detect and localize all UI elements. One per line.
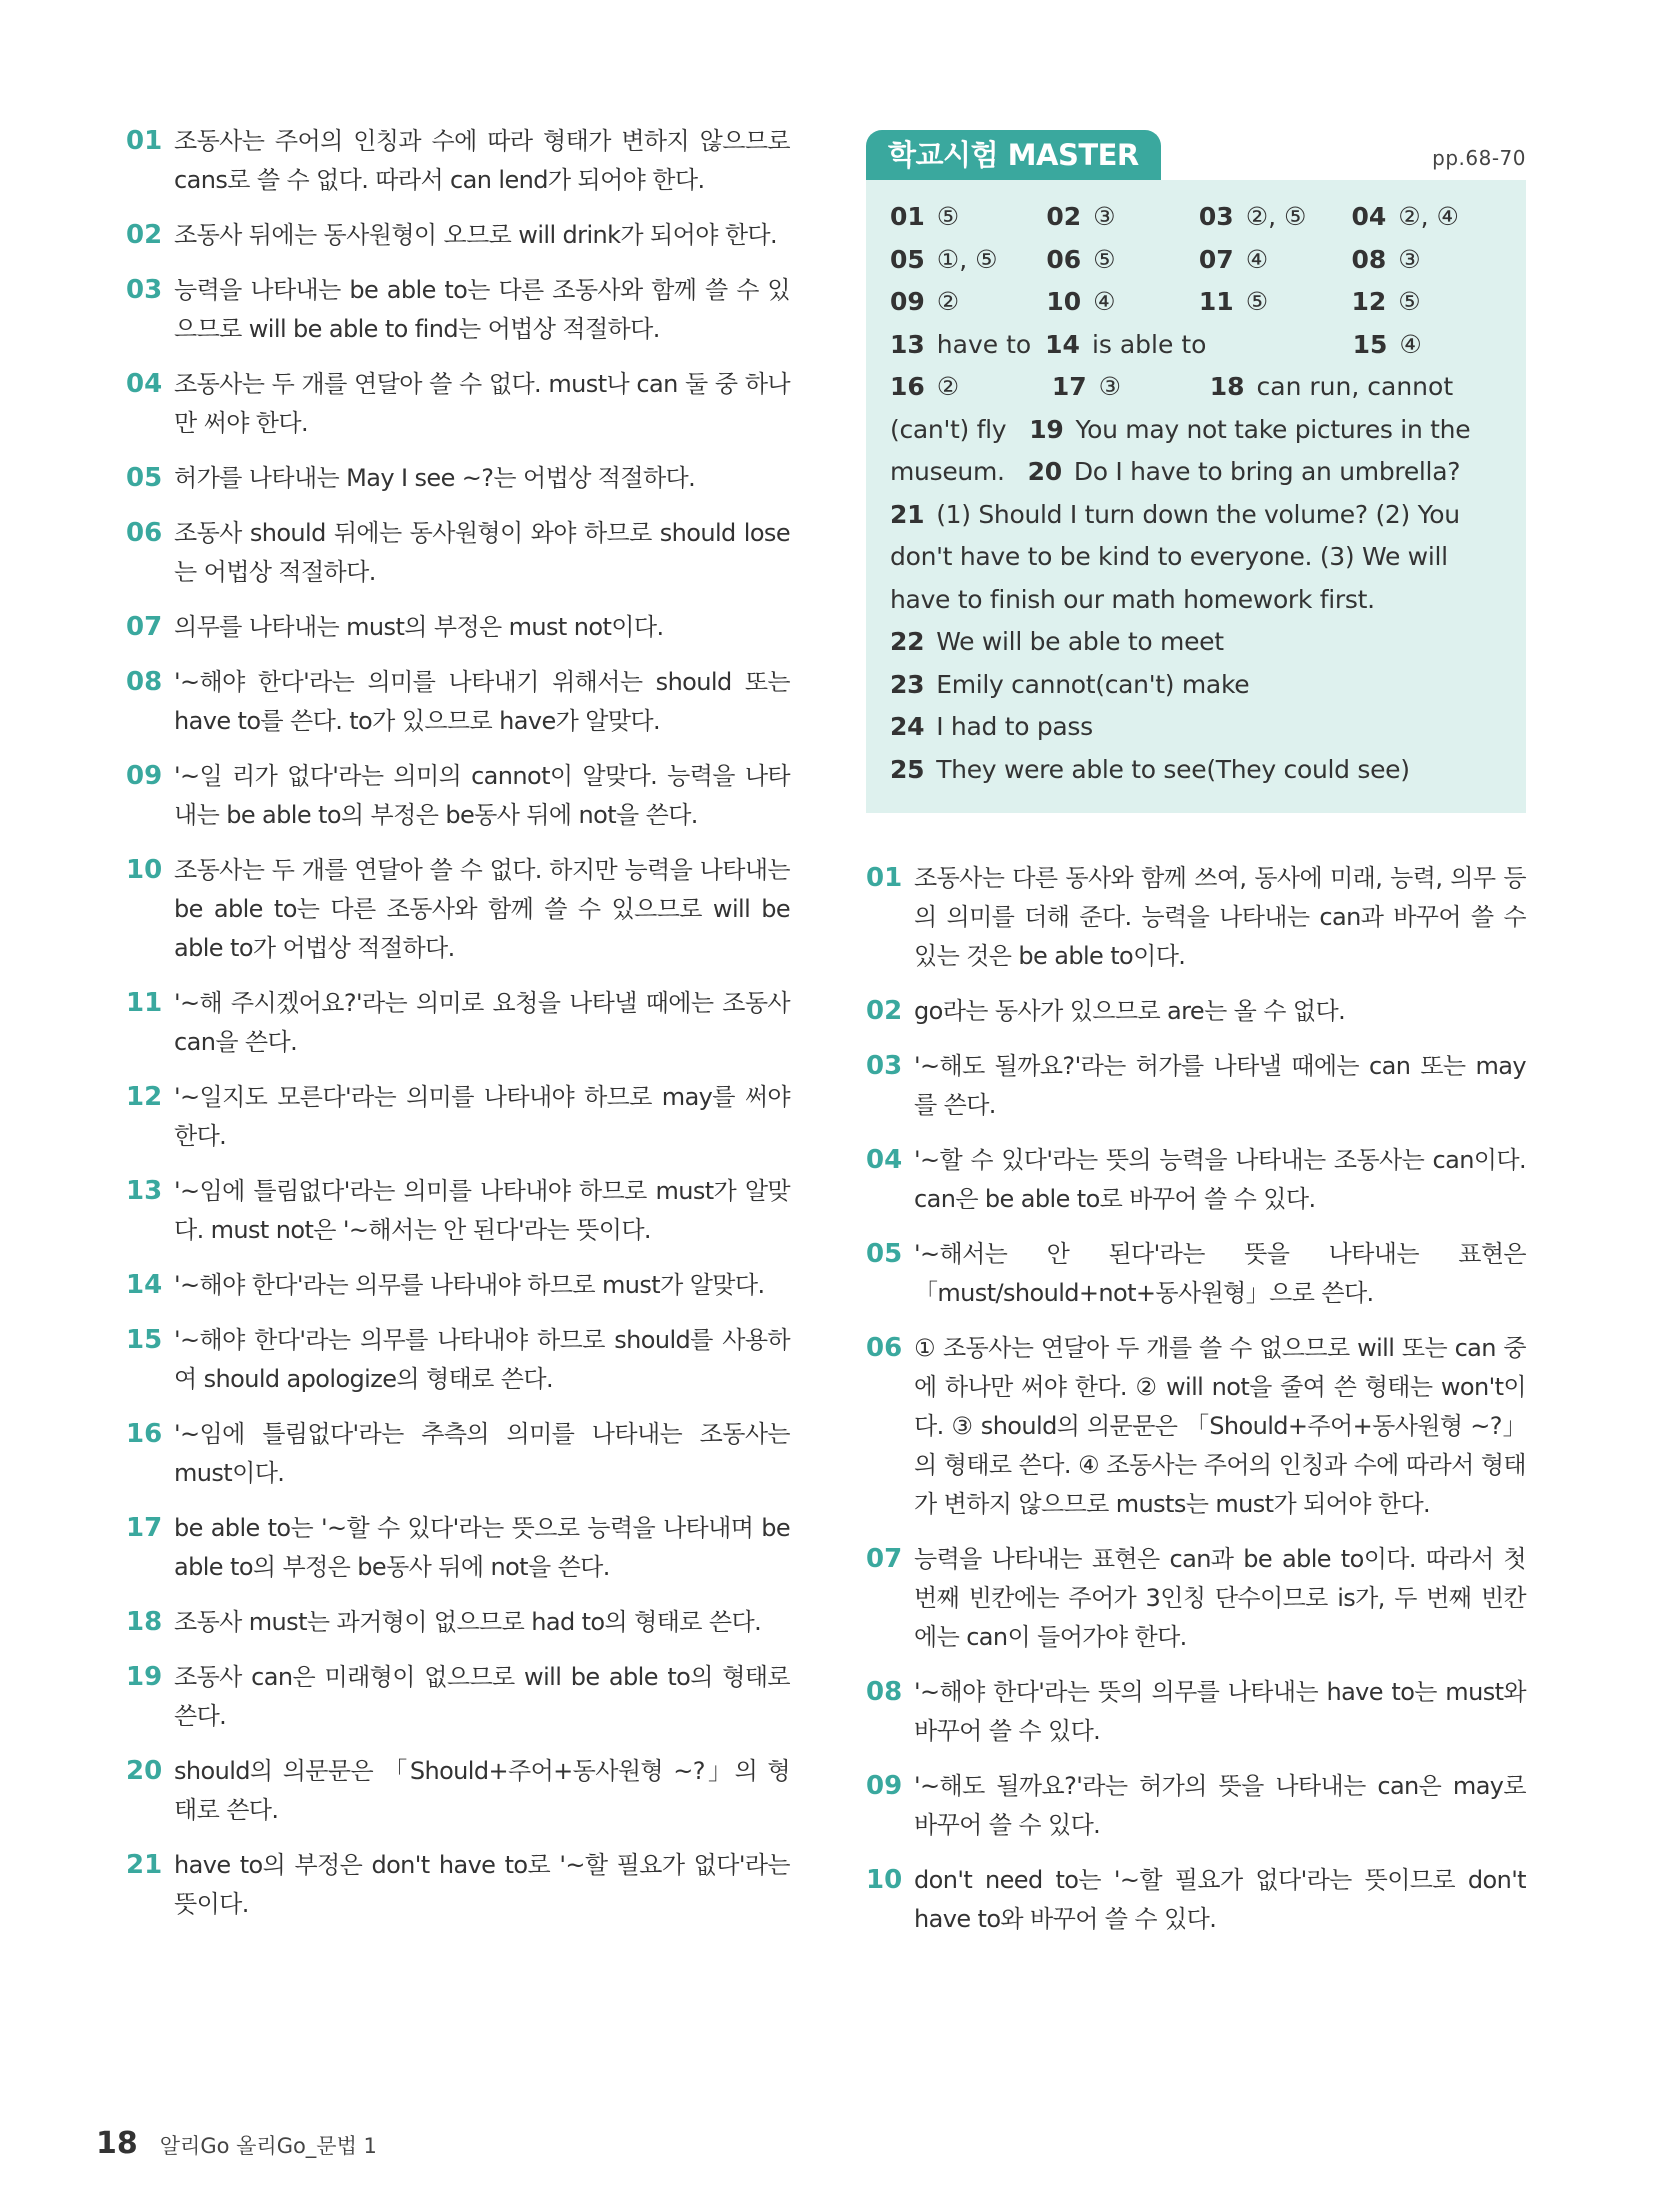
answer-cell <box>890 281 1046 324</box>
answer-number: 19 <box>1029 414 1064 444</box>
answer-cell <box>1199 281 1352 324</box>
answer-row <box>890 366 1504 409</box>
explanation-item <box>126 1509 790 1587</box>
explanation-item <box>126 122 790 200</box>
explanation-item <box>126 984 790 1062</box>
item-number: 10 <box>126 855 163 885</box>
item-text: '~해야 한다'라는 의미를 나타내기 위해서는 should 또는 have to를 쓴다. to가 있으므로 have가 알맞다. <box>174 668 790 735</box>
book-title: 알리Go 올리Go_문법 1 <box>159 2134 377 2158</box>
explanation-item <box>126 1752 790 1830</box>
item-number: 03 <box>866 1051 903 1081</box>
answer-value: ② <box>936 372 960 401</box>
answer-number: 09 <box>890 287 925 316</box>
item-text: '~해야 한다'라는 의무를 나타내야 하므로 should를 사용하여 should apologize의 형태로 쓴다. <box>174 1326 790 1393</box>
answer-number: 16 <box>890 372 925 401</box>
item-text: 조동사는 두 개를 연달아 쓸 수 없다. must나 can 둘 중 하나만 써야 한다. <box>174 370 790 437</box>
item-text: '~해야 한다'라는 의무를 나타내야 하므로 must가 알맞다. <box>174 1271 765 1299</box>
item-text: should의 의문문은 「Should+주어+동사원형 ~?」의 형태로 쓴다. <box>174 1757 790 1824</box>
item-text: 조동사 should 뒤에는 동사원형이 와야 하므로 should lose는 어법상 적절하다. <box>174 519 790 586</box>
answer-line <box>890 536 1504 579</box>
answer-line <box>890 749 1504 792</box>
answer-value: ③ <box>1098 372 1122 401</box>
item-text: have to의 부정은 don't have to로 '~할 필요가 없다'라는 뜻이다. <box>174 1851 790 1918</box>
answer-value: They were able to see(They could see) <box>936 754 1410 784</box>
answer-number: 11 <box>1198 287 1234 316</box>
explanation-item <box>126 851 790 968</box>
item-number: 19 <box>126 1662 163 1692</box>
item-text: 능력을 나타내는 표현은 can과 be able to이다. 따라서 첫 번째 빈칸에는 주어가 3인칭 단수이므로 is가, 두 번째 빈칸에는 can이 들어가야 한다. <box>914 1545 1526 1651</box>
answer-cell <box>890 324 1045 367</box>
answer-cell <box>890 239 1046 282</box>
explanation-item <box>126 1321 790 1399</box>
explanation-item <box>126 1078 790 1156</box>
answer-value: You may not take pictures in the <box>1075 414 1471 444</box>
answer-value: ④ <box>1093 287 1116 316</box>
explanation-item <box>126 459 790 498</box>
item-number: 02 <box>126 220 163 250</box>
item-number: 11 <box>126 988 163 1018</box>
answer-line <box>890 664 1504 707</box>
answer-value: can run, cannot <box>1256 372 1454 401</box>
answer-number: 08 <box>1351 244 1387 274</box>
item-text: 허가를 나타내는 May I see ~?는 어법상 적절하다. <box>174 464 696 492</box>
answer-row <box>890 239 1504 282</box>
item-text: 조동사 must는 과거형이 없으므로 had to의 형태로 쓴다. <box>174 1608 762 1636</box>
answer-value: have to finish our math homework first. <box>890 584 1375 614</box>
item-text: ① 조동사는 연달아 두 개를 쓸 수 없으므로 will 또는 can 중에 하나만 써야 한다. ② will not을 줄여 쓴 형태는 won't이다. ③ should의 의문문은 「Should+주어+동사원형 ~?」의 형태로 쓴다. ④ 조동사는 주어의 인칭과 수에 따라서 형태가 변하지 않으므로 musts는 must가 되어야 한다. <box>914 1334 1526 1518</box>
answer-value: ④ <box>1245 244 1269 274</box>
answer-cell <box>1210 366 1504 409</box>
answer-number: 04 <box>1351 202 1387 231</box>
answer-cell <box>890 366 1052 409</box>
answer-cell <box>1199 239 1352 282</box>
answer-line <box>890 579 1504 622</box>
item-number: 12 <box>126 1082 163 1112</box>
item-text: 조동사 뒤에는 동사원형이 오므로 will drink가 되어야 한다. <box>174 221 778 249</box>
item-number: 07 <box>866 1544 903 1574</box>
item-text: '~일 리가 없다'라는 의미의 cannot이 알맞다. 능력을 나타내는 be able to의 부정은 be동사 뒤에 not을 쓴다. <box>174 762 790 829</box>
answer-number: 07 <box>1198 244 1234 274</box>
answer-line <box>890 494 1504 537</box>
item-number: 08 <box>866 1677 903 1707</box>
item-number: 09 <box>126 761 163 791</box>
answer-value: ①, ⑤ <box>936 244 998 274</box>
item-number: 20 <box>126 1756 163 1786</box>
explanation-item <box>866 1141 1526 1219</box>
answer-number: 23 <box>890 669 925 699</box>
explanation-item <box>126 608 790 647</box>
answer-number: 12 <box>1351 287 1387 316</box>
answer-cell <box>1046 196 1199 239</box>
item-number: 21 <box>126 1850 163 1880</box>
item-number: 14 <box>126 1270 163 1300</box>
item-number: 06 <box>126 518 163 548</box>
explanation-item <box>866 1540 1526 1657</box>
item-text: '~해도 될까요?'라는 허가의 뜻을 나타내는 can은 may로 바꾸어 쓸 수 있다. <box>914 1772 1526 1839</box>
answer-value: ④ <box>1399 329 1422 359</box>
item-text: 의무를 나타내는 must의 부정은 must not이다. <box>174 613 664 641</box>
explanation-item <box>126 514 790 592</box>
item-text: 조동사는 주어의 인칭과 수에 따라 형태가 변하지 않으므로 cans로 쓸 수 없다. 따라서 can lend가 되어야 한다. <box>174 127 790 194</box>
explanation-item <box>866 1767 1526 1845</box>
explanation-item <box>866 1861 1526 1939</box>
answer-cell <box>1052 366 1210 409</box>
answer-line <box>890 621 1504 664</box>
answer-number: 13 <box>890 329 925 359</box>
answer-continuation: museum. <box>890 457 1005 486</box>
item-text: 조동사 can은 미래형이 없으므로 will be able to의 형태로 쓴다. <box>174 1663 790 1730</box>
item-number: 02 <box>866 996 903 1026</box>
answer-number: 05 <box>890 244 925 274</box>
item-text: don't need to는 '~할 필요가 없다'라는 뜻이므로 don't have to와 바꾸어 쓸 수 있다. <box>914 1866 1526 1933</box>
answer-cell <box>1199 196 1352 239</box>
explanation-item <box>126 271 790 349</box>
answer-row <box>890 324 1504 367</box>
answer-continuation: (can't) fly <box>890 414 1007 444</box>
answer-value: ⑤ <box>1398 287 1421 316</box>
answer-cell <box>1046 239 1199 282</box>
answer-row <box>890 196 1504 239</box>
answer-value: ③ <box>1398 244 1421 274</box>
item-text: 조동사는 다른 동사와 함께 쓰여, 동사에 미래, 능력, 의무 등의 의미를 더해 준다. 능력을 나타내는 can과 바꾸어 쓸 수 있는 것은 be able to이다. <box>914 864 1526 970</box>
item-number: 07 <box>126 612 163 642</box>
item-number: 08 <box>126 667 163 697</box>
item-text: '~임에 틀림없다'라는 추측의 의미를 나타내는 조동사는 must이다. <box>174 1420 790 1487</box>
answer-value: ② <box>936 287 960 316</box>
item-text: '~해 주시겠어요?'라는 의미로 요청을 나타낼 때에는 조동사 can을 쓴다. <box>174 989 790 1056</box>
answer-number: 15 <box>1352 329 1388 359</box>
item-number: 06 <box>866 1333 903 1363</box>
answer-cell <box>1351 239 1504 282</box>
answer-number: 25 <box>890 754 925 784</box>
answer-cell <box>1046 281 1199 324</box>
master-answer-section <box>866 122 1526 813</box>
answer-value: is able to <box>1091 329 1207 359</box>
answer-number: 10 <box>1046 287 1082 316</box>
item-text: '~해서는 안 된다'라는 뜻을 나타내는 표현은 「must/should+not+동사원형」으로 쓴다. <box>914 1240 1526 1307</box>
master-header <box>866 122 1526 180</box>
explanation-item <box>866 1047 1526 1125</box>
answer-value: ②, ④ <box>1398 202 1459 231</box>
answer-line <box>890 451 1504 494</box>
answer-number: 02 <box>1046 202 1082 231</box>
answer-value: ⑤ <box>1093 244 1116 274</box>
answer-cell <box>890 196 1046 239</box>
answer-number: 01 <box>890 202 925 231</box>
item-number: 13 <box>126 1176 163 1206</box>
answer-value: Emily cannot(can't) make <box>936 669 1250 699</box>
item-number: 17 <box>126 1513 163 1543</box>
explanation-item <box>126 757 790 835</box>
answer-line <box>890 706 1504 749</box>
item-text: 능력을 나타내는 be able to는 다른 조동사와 함께 쓸 수 있으므로 will be able to find는 어법상 적절하다. <box>174 276 790 343</box>
item-number: 15 <box>126 1325 163 1355</box>
right-column <box>866 122 1526 1955</box>
explanation-item <box>126 365 790 443</box>
page-reference: pp.68-70 <box>1432 146 1526 170</box>
explanation-item <box>126 663 790 741</box>
master-title: 학교시험 MASTER <box>866 130 1161 180</box>
answer-value: Do I have to bring an umbrella? <box>1073 457 1461 486</box>
item-number: 04 <box>866 1145 903 1175</box>
answer-number: 21 <box>890 499 925 529</box>
answer-row <box>890 281 1504 324</box>
answer-key-box <box>866 180 1526 813</box>
item-number: 03 <box>126 275 163 305</box>
item-text: '~할 수 있다'라는 뜻의 능력을 나타내는 조동사는 can이다. can은 be able to로 바꾸어 쓸 수 있다. <box>914 1146 1526 1213</box>
answer-number: 24 <box>890 712 925 741</box>
answer-value: I had to pass <box>936 712 1093 741</box>
answer-value: don't have to be kind to everyone. (3) We will <box>890 542 1448 571</box>
answer-number: 20 <box>1027 457 1062 486</box>
explanation-item <box>126 216 790 255</box>
item-number: 09 <box>866 1771 903 1801</box>
answer-number: 18 <box>1209 372 1245 401</box>
item-text: go라는 동사가 있으므로 are는 올 수 없다. <box>914 997 1346 1025</box>
item-number: 05 <box>126 463 163 493</box>
explanation-item <box>866 1235 1526 1313</box>
explanation-item <box>126 1846 790 1924</box>
explanation-item <box>866 859 1526 976</box>
answer-number: 17 <box>1051 372 1087 401</box>
explanation-item <box>866 1329 1526 1524</box>
item-text: be able to는 '~할 수 있다'라는 뜻으로 능력을 나타내며 be able to의 부정은 be동사 뒤에 not을 쓴다. <box>174 1514 790 1581</box>
item-text: '~해야 한다'라는 뜻의 의무를 나타내는 have to는 must와 바꾸어 쓸 수 있다. <box>914 1678 1526 1745</box>
explanation-item <box>866 1673 1526 1751</box>
answer-cell <box>1353 324 1504 367</box>
answer-value: (1) Should I turn down the volume? (2) You <box>936 499 1460 529</box>
answer-number: 22 <box>890 627 925 656</box>
answer-value: We will be able to meet <box>936 627 1224 656</box>
item-text: 조동사는 두 개를 연달아 쓸 수 없다. 하지만 능력을 나타내는 be able to는 다른 조동사와 함께 쓸 수 있으므로 will be able to가 어법상 적절하다. <box>174 856 790 962</box>
page-footer <box>96 2126 377 2161</box>
item-text: '~일지도 모른다'라는 의미를 나타내야 하므로 may를 써야 한다. <box>174 1083 790 1150</box>
item-number: 01 <box>126 126 163 156</box>
answer-cell <box>1351 196 1504 239</box>
explanation-item <box>126 1172 790 1250</box>
left-column <box>126 122 790 1940</box>
answer-cell <box>1045 324 1352 367</box>
explanation-item <box>126 1658 790 1736</box>
item-number: 16 <box>126 1419 163 1449</box>
item-number: 18 <box>126 1607 163 1637</box>
answer-value: ②, ⑤ <box>1245 202 1307 231</box>
answer-line <box>890 409 1504 452</box>
answer-value: ⑤ <box>936 202 960 231</box>
answer-value: ③ <box>1093 202 1116 231</box>
item-text: '~해도 될까요?'라는 허가를 나타낼 때에는 can 또는 may를 쓴다. <box>914 1052 1526 1119</box>
item-text: '~임에 틀림없다'라는 의미를 나타내야 하므로 must가 알맞다. must not은 '~해서는 안 된다'라는 뜻이다. <box>174 1177 790 1244</box>
answer-number: 14 <box>1045 329 1080 359</box>
answer-value: have to <box>936 329 1032 359</box>
explanation-item <box>126 1266 790 1305</box>
answer-number: 06 <box>1046 244 1082 274</box>
item-number: 05 <box>866 1239 903 1269</box>
answer-value: ⑤ <box>1245 287 1269 316</box>
item-number: 01 <box>866 863 903 893</box>
answer-cell <box>1351 281 1504 324</box>
item-number: 10 <box>866 1865 903 1895</box>
page-number: 18 <box>96 2126 138 2161</box>
explanation-item <box>866 992 1526 1031</box>
explanation-item <box>126 1415 790 1493</box>
item-number: 04 <box>126 369 163 399</box>
explanation-item <box>126 1603 790 1642</box>
answer-number: 03 <box>1198 202 1234 231</box>
